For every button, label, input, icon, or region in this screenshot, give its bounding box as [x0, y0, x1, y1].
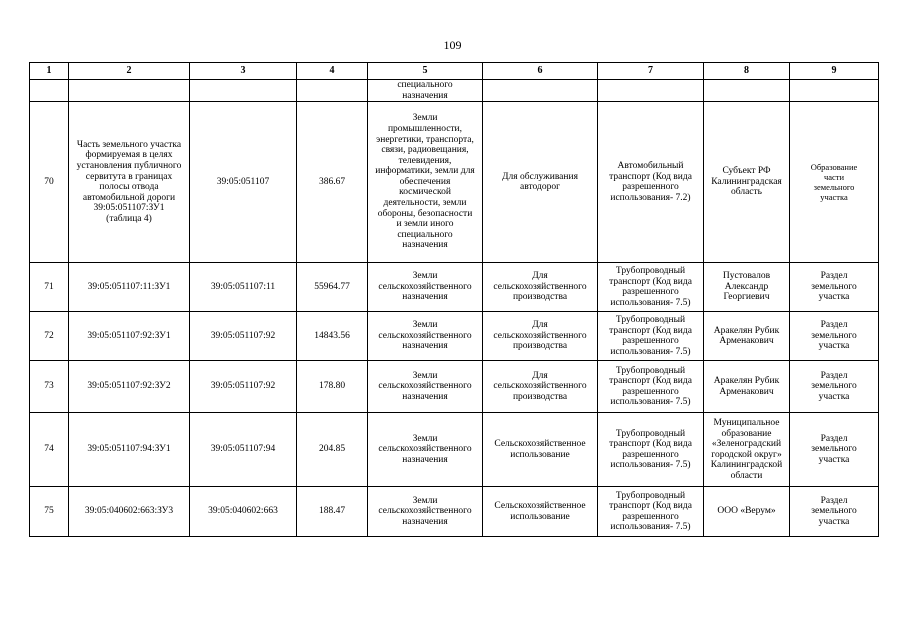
cell-row-number: 73 [30, 361, 69, 413]
column-number-2: 2 [69, 63, 190, 80]
cell-cadastral-number: 39:05:051107:92 [190, 312, 297, 361]
column-number-1: 1 [30, 63, 69, 80]
cell-cadastral-number: 39:05:051107:94 [190, 413, 297, 487]
cell-land-category: Земли сельскохозяйственного назначения [368, 413, 483, 487]
cell-land-category: Земли сельскохозяйственного назначения [368, 312, 483, 361]
cell-use-type-code: Автомобильный транспорт (Код вида разрешенного использования- 7.2) [598, 102, 704, 263]
table-row [30, 263, 879, 312]
land-plot-table [29, 62, 879, 537]
cell-row-number: 75 [30, 487, 69, 537]
cell-row-number: 71 [30, 263, 69, 312]
cell-owner: Аракелян Рубик Арменакович [704, 361, 790, 413]
column-number-9: 9 [790, 63, 879, 80]
cell-empty [30, 80, 69, 102]
cell-cadastral-number: 39:05:051107 [190, 102, 297, 263]
cell-formation-method: Образование части земельного участка [790, 102, 879, 263]
cell-permitted-use: Сельскохозяйственное использование [483, 487, 598, 537]
cell-owner: Муниципальное образование «Зеленоградский городской округ» Калининградской области [704, 413, 790, 487]
cell-empty [704, 80, 790, 102]
page-number: 109 [443, 38, 462, 52]
cell-area: 204.85 [297, 413, 368, 487]
cell-empty [69, 80, 190, 102]
cell-land-category: Земли сельскохозяйственного назначения [368, 487, 483, 537]
cell-formation-method: Раздел земельного участка [790, 487, 879, 537]
table-row [30, 487, 879, 537]
cell-owner: Пустовалов Александр Георгиевич [704, 263, 790, 312]
cell-empty [790, 80, 879, 102]
cell-formation-method: Раздел земельного участка [790, 312, 879, 361]
cell-owner: Аракелян Рубик Арменакович [704, 312, 790, 361]
cell-use-type-code: Трубопроводный транспорт (Код вида разрешенного использования- 7.5) [598, 361, 704, 413]
cell-empty [190, 80, 297, 102]
column-number-header-row [30, 63, 879, 80]
cell-plot-designation: 39:05:051107:94:ЗУ1 [69, 413, 190, 487]
table-row [30, 312, 879, 361]
cell-permitted-use: Сельскохозяйственное использование [483, 413, 598, 487]
cell-area: 386.67 [297, 102, 368, 263]
cell-cadastral-number: 39:05:051107:11 [190, 263, 297, 312]
table-row [30, 361, 879, 413]
cell-row-number: 74 [30, 413, 69, 487]
cell-permitted-use: Для обслуживания автодорог [483, 102, 598, 263]
cell-use-type-code: Трубопроводный транспорт (Код вида разрешенного использования- 7.5) [598, 487, 704, 537]
cell-row-number: 70 [30, 102, 69, 263]
cell-permitted-use: Для сельскохозяйственного производства [483, 312, 598, 361]
column-number-6: 6 [483, 63, 598, 80]
cell-area: 188.47 [297, 487, 368, 537]
cell-empty [483, 80, 598, 102]
cell-permitted-use: Для сельскохозяйственного производства [483, 361, 598, 413]
cell-cadastral-number: 39:05:051107:92 [190, 361, 297, 413]
cell-use-type-code: Трубопроводный транспорт (Код вида разрешенного использования- 7.5) [598, 312, 704, 361]
cell-formation-method: Раздел земельного участка [790, 263, 879, 312]
cell-permitted-use: Для сельскохозяйственного производства [483, 263, 598, 312]
cell-area: 178.80 [297, 361, 368, 413]
cell-formation-method: Раздел земельного участка [790, 361, 879, 413]
cell-owner: Субъект РФ Калининградская область [704, 102, 790, 263]
cell-plot-designation: 39:05:051107:11:ЗУ1 [69, 263, 190, 312]
cell-land-category: специального назначения [368, 80, 483, 102]
continuation-row [30, 80, 879, 102]
cell-land-category: Земли сельскохозяйственного назначения [368, 263, 483, 312]
cell-land-category: Земли сельскохозяйственного назначения [368, 361, 483, 413]
cell-owner: ООО «Верум» [704, 487, 790, 537]
cell-area: 14843.56 [297, 312, 368, 361]
cell-cadastral-number: 39:05:040602:663 [190, 487, 297, 537]
table-row [30, 102, 879, 263]
cell-empty [598, 80, 704, 102]
cell-plot-designation: 39:05:040602:663:ЗУ3 [69, 487, 190, 537]
column-number-4: 4 [297, 63, 368, 80]
cell-empty [297, 80, 368, 102]
cell-area: 55964.77 [297, 263, 368, 312]
column-number-8: 8 [704, 63, 790, 80]
table-row [30, 413, 879, 487]
cell-formation-method: Раздел земельного участка [790, 413, 879, 487]
cell-use-type-code: Трубопроводный транспорт (Код вида разрешенного использования- 7.5) [598, 263, 704, 312]
cell-land-category: Земли промышленности, энергетики, транспорта, связи, радиовещания, телевидения, информатики, земли для обеспечения космической деятельности, земли обороны, безопасности и земли иного специального назначения [368, 102, 483, 263]
cell-plot-designation: 39:05:051107:92:ЗУ2 [69, 361, 190, 413]
column-number-7: 7 [598, 63, 704, 80]
cell-plot-designation: Часть земельного участка формируемая в целях установления публичного сервитута в границах полосы отвода автомобильной дороги 39:05:051107:ЗУ1 (таблица 4) [69, 102, 190, 263]
cell-plot-designation: 39:05:051107:92:ЗУ1 [69, 312, 190, 361]
column-number-3: 3 [190, 63, 297, 80]
cell-use-type-code: Трубопроводный транспорт (Код вида разрешенного использования- 7.5) [598, 413, 704, 487]
column-number-5: 5 [368, 63, 483, 80]
cell-row-number: 72 [30, 312, 69, 361]
